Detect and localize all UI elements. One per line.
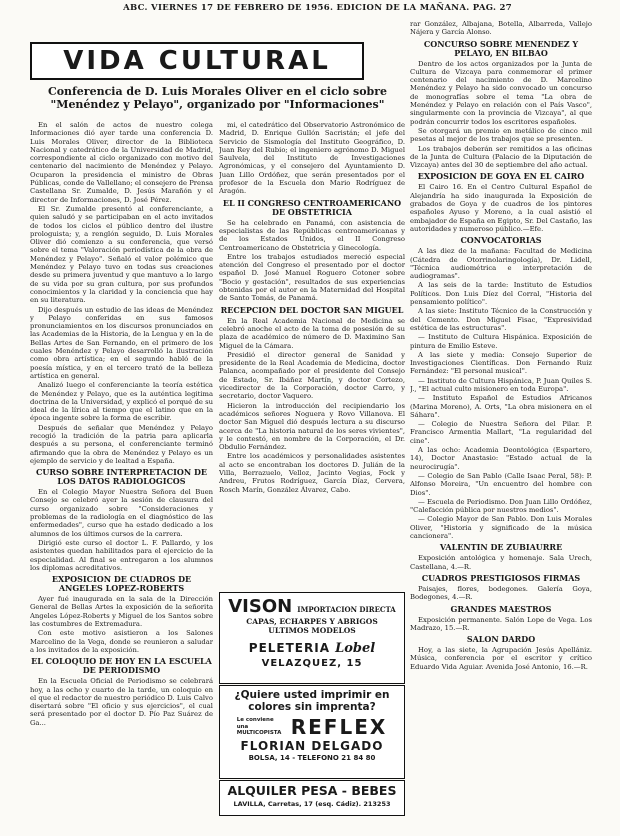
vison-signature: Lobel — [335, 641, 376, 656]
section-heading: CUADROS PRESTIGIOSOS FIRMAS — [421, 572, 581, 583]
paragraph: Exposición antológica y homenaje. Sala Urech, Castellana, 4.—R. — [410, 554, 592, 571]
paragraph: En la Escuela Oficial de Periodismo se celebrará hoy, a las ocho y cuarto de la tarde, un coloquio en el que el redactor de nuestro periódico D. Luis Calvo disertará sobre "El oficio y sus ejercicios", el cual será presentado por el doctor D. Pío Paz Suárez de Ga... — [30, 677, 213, 727]
reflex-question-2: colores sin imprenta? — [248, 701, 376, 713]
paragraph: Exposición permanente. Salón Lope de Vega. Los Madrazo, 15.—R. — [410, 615, 592, 632]
section-heading: EXPOSICION DE CUADROS DE ANGELES LOPEZ-ROBERTS — [51, 574, 192, 594]
vison-address: VELAZQUEZ, 15 — [261, 658, 363, 669]
paragraph: Los trabajos deberán ser remitidos a las oficinas de la Junta de Cultura (Palacio de la Diputación de Vizcaya) antes del 30 de septiembre del año actual. — [410, 144, 592, 170]
alquiler-advertisement — [219, 780, 405, 816]
section-banner-title: VIDA CULTURAL — [63, 46, 331, 76]
paragraph: A las siete y media: Consejo Superior de Investigaciones Científicas. Don Fernando Ruiz Fernández: "El personal musical". — [410, 350, 592, 376]
paragraph: Analizó luego el conferenciante la teoría estética de Menéndez y Pelayo, que es la auténtica legitima doctrina de la Universidad, y explicó el porqué de su ideal de la lírica al tiempo que el latino que en la época ingente sobre la forma de escribir. — [30, 381, 213, 423]
section-heading: SALON DARDO — [466, 634, 536, 645]
section-heading: VALENTIN DE ZUBIAURRE — [439, 542, 563, 553]
paragraph: Se ha celebrado en Panamá, con asistencia de especialistas de las Repúblicas centroamericanas y de los Estados Unidos, el II Congreso Centroamericano de Obstetricia y Ginecología. — [219, 218, 405, 252]
paragraph: Hicieron la introducción del recipiendario los académicos señores Noguera y Rovo Villanova. El doctor San Miguel dió después lectura a su discurso acerca de "La historia natural de los seres vivientes", y le contestó, en nombre de la Corporación, el Dr. Obdulio Fernández. — [219, 401, 405, 452]
paragraph: Dentro de los actos organizados por la Junta de Cultura de Vizcaya para conmemorar el primer centenario del nacimiento de D. Marcelino Menéndez y Pelayo ha sido convocado un concurso de monografías sobre el tema "La obra de Menéndez y Pelayo en relación con el País Vasco", singularmente con la provincia de Vizcaya", al que podrán concurrir todos los escritores españoles. — [410, 59, 592, 126]
section-heading: CONVOCATORIAS — [460, 235, 542, 246]
vison-line2: ULTIMOS MODELOS — [268, 626, 356, 635]
paragraph: El Cairo 16. En el Centro Cultural Español de Alejandría ha sido inaugurada la Exposición de grabados de Goya y de cuadros de los pintores españoles Ayuso y Moreno, a la cual asistió el embajador de España en Egipto, Sr. Del Castaño, las autoridades y numeroso público.—Efe. — [410, 183, 592, 233]
column-3 — [410, 20, 592, 832]
paragraph: El Sr. Zumalde presentó al conferenciante, a quien saludó y se participaban en el acto invitados de todos los ciclos el público dentro del ilustre prologuista; y, a renglón seguido, D. Luis Morales Oliver dió comienzo a su conferencia, que versó sobre el tema "Valoración periodística de la obra de Menéndez y Pelayo". Señaló el valor polémico que Menéndez y Pelayo tuvo en todas sus creaciones desde su primera juventud y que mantuvo a lo largo de su vida por su gran cultura, por sus profundos conocimientos y la claridad y la conciencia que hay en su literatura. — [30, 204, 213, 305]
lead-headline: Conferencia de D. Luis Morales Oliver en el ciclo sobre "Menéndez y Pelayo", organizado por "Informaciones" — [47, 86, 388, 111]
paragraph: Entre los trabajos estudiados mereció especial atención del Congreso el presentado por el doctor español D. José Manuel Roguero Cotoner sobre "Bocio y gestación", resultados de sus experiencias obtenidas por el autor en la Maternidad del Hospital de Santo Tomás, de Panamá. — [219, 252, 405, 303]
paragraph: Después de señalar que Menéndez y Pelayo recogió la tradición de la patria para aplicarla después a su persona, el conferenciante terminó afirmando que la obra de Menéndez y Pelayo es un ejemplo de servicio y de lealtad a España. — [30, 423, 213, 465]
paragraph: — Instituto Español de Estudios Africanos (Marina Moreno), A. Orts, "La obra misionera en el Sáhara". — [410, 394, 592, 419]
paragraph: En la Real Academia Nacional de Medicina se celebró anoche el acto de la toma de posesión de su plaza de académico de número de D. Maximino San Miguel de la Cámara. — [219, 316, 405, 350]
vison-shop: PELETERIA — [248, 641, 330, 655]
vison-line1: CAPAS, ECHARPES Y ABRIGOS — [246, 617, 378, 626]
reflex-address: BOLSA, 14 - TELEFONO 21 84 80 — [248, 754, 376, 762]
paragraph: Dirigió este curso el doctor L. F. Pallardo, y los asistentes quedan habilitados para el ejercicio de la especialidad. Al final se entregaron a los alumnos los diplomas acreditativos. — [30, 538, 213, 572]
paragraph: Ayer fué inaugurada en la sala de la Dirección General de Bellas Artes la exposición de la señorita Angeles López-Roberts y Miguel de los Santos sobre las costumbres de Extremadura. — [30, 595, 213, 629]
paragraph: Presidió el director general de Sanidad y presidente de la Real Academia de Medicina, doctor Palanca, acompañado por el presidente del Consejo de Estado, Sr. Ibáñez Martín, y doctor Cortezo, vicedirector de la Corporación, doctor Carro, y secretario, doctor Vaquero. — [219, 350, 405, 401]
paragraph: Se otorgará un premio en metálico de cinco mil pesetas al mejor de los trabajos que se presenten. — [410, 126, 592, 144]
paragraph: — Instituto de Cultura Hispánica, P. Juan Quiles S. J., "El actual culto misionero en toda Europa". — [410, 376, 592, 393]
section-heading: EXPOSICION DE GOYA EN EL CAIRO — [417, 171, 585, 182]
paragraph: Entre los académicos y personalidades asistentes al acto se encontraban los doctores D. Julián de la Villa, Berrazuelo, Velloz, Jacinto Vegias, Fock y Andreu, Frutos Rodríguez, García Díaz, Cervera, Rosch Marín, González Álvarez, Cabo. — [219, 452, 405, 494]
paragraph: mi, el catedrático del Observatorio Astronómico de Madrid, D. Enrique Gullón Sacristán; el jefe del Servicio de Sismología del Instituto Geográfico, D. Juan Rey del Rubio; el ingeniero agrónomo D. Miguel Saulvela, del Instituto de Investigaciones Agronómicas, y el consejero del Ayuntamiento D. Juan Lillo Ordóñez, que serán presentados por el profesor de la Escuela don Mario Rodríguez de Aragón. — [219, 121, 405, 196]
alquiler-title: ALQUILER PESA - BEBES — [227, 783, 397, 798]
paragraph: — Colegio de Nuestra Señora del Pilar. P. Francisco Armentia Mallart, "La regularidad del cine". — [410, 420, 592, 445]
section-heading: RECEPCION DEL DOCTOR SAN MIGUEL — [220, 304, 404, 315]
section-heading: EL COLOQUIO DE HOY EN LA ESCUELA DE PERIODISMO — [31, 656, 212, 676]
paragraph: — Colegio Mayor de San Pablo. Don Luis Morales Oliver, "Historia y significado de la música cancionera". — [410, 515, 592, 541]
section-banner — [30, 42, 364, 80]
section-heading: CONCURSO SOBRE MENENDEZ Y PELAYO, EN BILBAO — [423, 38, 579, 58]
vison-tag: IMPORTACION DIRECTA — [297, 605, 396, 614]
paragraph: Hoy, a las siete, la Agrupación Jesús Apellániz. Música, conferencia por el escritor y crítico Eduardo Vida Aguiar. Avenida José Antonio, 16.—R. — [410, 646, 592, 671]
paragraph: A las siete: Instituto Técnico de la Construcción y del Cemento. Don Miguel Fisac, "Expresividad estética de las estructuras". — [410, 307, 592, 332]
paragraph: En el Colegio Mayor Nuestra Señora del Buen Consejo se celebró ayer la sesión de clausura del curso organizado sobre "Consideraciones y problemas de la radiología en el diagnóstico de las enfermedades", curso que ha estado dedicado a los alumnos de los últimos cursos de la carrera. — [30, 488, 213, 538]
vison-brand: VISON — [228, 596, 293, 617]
reflex-question-1: ¿Quiere usted imprimir en — [234, 689, 390, 701]
column-2 — [219, 121, 405, 561]
paragraph: En el salón de actos de nuestro colega Informaciones dió ayer tarde una conferencia D. Luis Morales Oliver, director de la Biblioteca Nacional y catedrático de la Universidad de Madrid, correspondiente al ciclo organizado con motivo del centenario del nacimiento de Menéndez y Pelayo. Ocuparon la presidencia el ministro de Obras Públicas, conde de Vallellano; el consejero de Prensa Castellana Sr. Zumalde, D. Jesús Marañón y el director de Informaciones, D. José Pérez. — [30, 121, 213, 204]
paragraph: Dijo después un estudio de las ideas de Menéndez y Pelayo conferidas en sus famosos pronunciamientos en los discursos pronunciados en las Academias de la Historia, de la Lengua y en la de Bellas Artes de San Fernando, en el primero de los cuales Menéndez y Pelayo desarrolló la ilustración como obra artística; en el segundo habló de la poesía mística, y en el tercero trató de la belleza artística en general. — [30, 305, 213, 380]
paragraph: — Instituto de Cultura Hispánica. Exposición de pintura de Emilio Esteve. — [410, 333, 592, 350]
reflex-name: FLORIAN DELGADO — [240, 739, 384, 753]
paragraph: Con este motivo asistieron a los Salones Marcelino de la Vega, donde se reunieron a saludar a los invitados de la exposición. — [30, 629, 213, 654]
paragraph: rar González, Albajana, Botella, Albarreda, Vallejo Nájera y García Alonso. — [410, 20, 592, 37]
reflex-pre: Le conviene una MULTICOPISTA — [236, 717, 282, 737]
section-heading: CURSO SOBRE INTERPRETACION DE LOS DATOS RADIOLOGICOS — [35, 467, 207, 487]
section-heading: GRANDES MAESTROS — [450, 603, 552, 614]
alquiler-address: LAVILLA, Carretas, 17 (esq. Cádiz). 213253 — [233, 800, 391, 808]
paragraph: — Colegio de San Pablo (Calle Isaac Peral, 58): P. Alfonso Moreira, "Un encuentro del hombre con Dios". — [410, 471, 592, 497]
reflex-brand: REFLEX — [290, 715, 388, 739]
vison-advertisement — [219, 592, 405, 684]
paragraph: A las seis de la tarde: Instituto de Estudios Políticos. Don Luis Díez del Corral, "Historia del pensamiento político". — [410, 281, 592, 307]
paragraph: — Escuela de Periodismo. Don Juan Lillo Ordóñez, "Calefacción pública por nuestros medios". — [410, 497, 592, 515]
paragraph: Paisajes, flores, bodegones. Galería Goya, Bodegones, 4.—R. — [410, 584, 592, 602]
paragraph: A las ocho: Academia Deontológica (Espartero, 14), Doctor Anastasio: "Estado actual de la neurocirugía". — [410, 446, 592, 471]
paragraph: A las diez de la mañana: Facultad de Medicina (Cátedra de Otorrinolaringología), Dr. Lidell, "Técnica audiométrica e interpretación de audiogramas". — [410, 247, 592, 281]
page-header: ABC. VIERNES 17 DE FEBRERO DE 1956. EDICION DE LA MAÑANA. PAG. 27 — [123, 3, 512, 13]
section-heading: EL II CONGRESO CENTROAMERICANO DE OBSTETRICIA — [222, 197, 402, 217]
column-1 — [30, 121, 213, 833]
reflex-advertisement — [219, 685, 405, 779]
